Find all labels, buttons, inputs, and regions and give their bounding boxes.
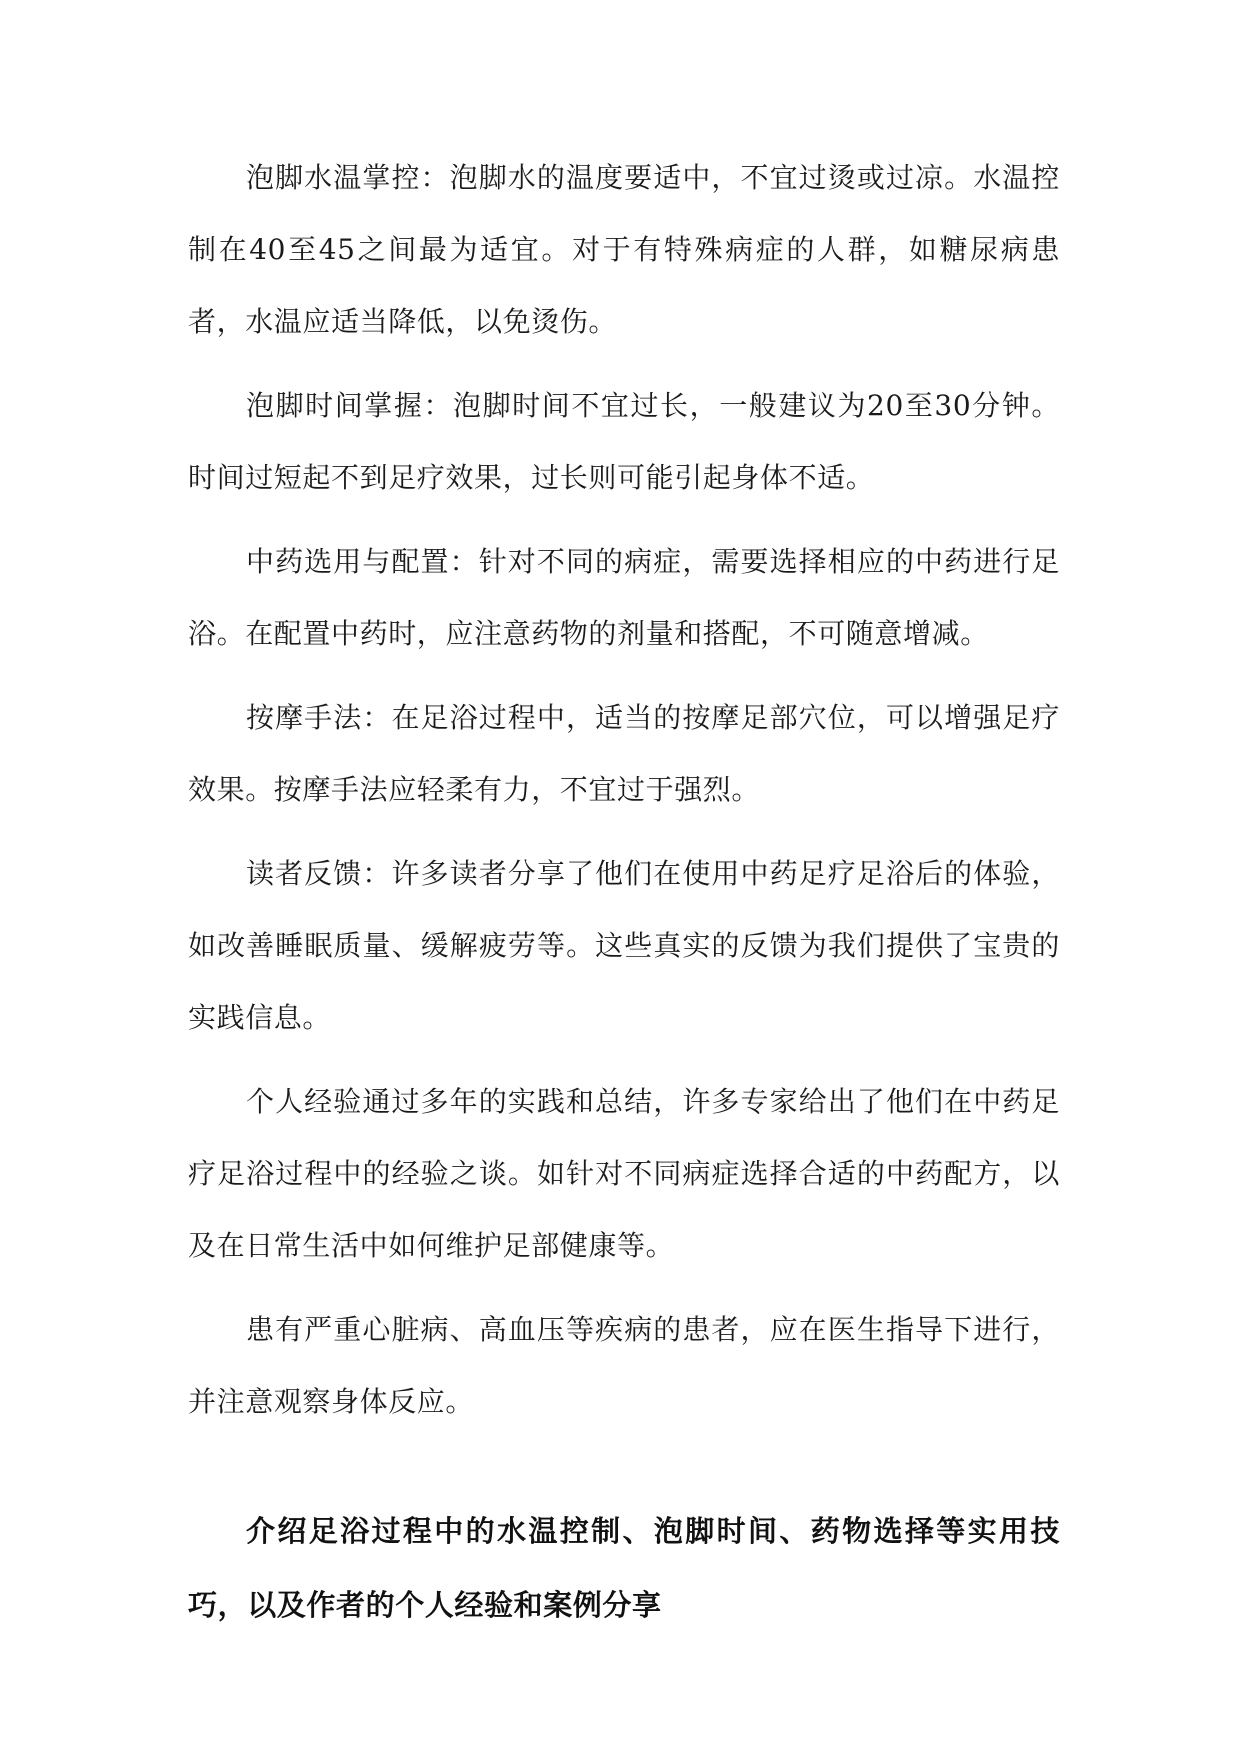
paragraph-herb-selection: 中药选用与配置：针对不同的病症，需要选择相应的中药进行足浴。在配置中药时，应注意药物的剂量和搭配，不可随意增减。 (188, 545, 1060, 650)
paragraph-reader-feedback: 读者反馈：许多读者分享了他们在使用中药足疗足浴后的体验，如改善睡眠质量、缓解疲劳等。这些真实的反馈为我们提供了宝贵的实践信息。 (188, 857, 1060, 1034)
paragraph-soaking-time: 泡脚时间掌握：泡脚时间不宜过长，一般建议为20至30分钟。时间过短起不到足疗效果，过长则可能引起身体不适。 (188, 389, 1060, 494)
paragraph-massage-technique: 按摩手法：在足浴过程中，适当的按摩足部穴位，可以增强足疗效果。按摩手法应轻柔有力，不宜过于强烈。 (188, 701, 1060, 806)
paragraph-caution: 患有严重心脏病、高血压等疾病的患者，应在医生指导下进行，并注意观察身体反应。 (188, 1313, 1060, 1418)
paragraph-water-temperature: 泡脚水温掌控：泡脚水的温度要适中，不宜过烫或过凉。水温控制在40至45之间最为适宜。对于有特殊病症的人群，如糖尿病患者，水温应适当降低，以免烫伤。 (188, 161, 1060, 338)
paragraph-personal-experience: 个人经验通过多年的实践和总结，许多专家给出了他们在中药足疗足浴过程中的经验之谈。如针对不同病症选择合适的中药配方，以及在日常生活中如何维护足部健康等。 (188, 1085, 1060, 1262)
document-body (188, 142, 1060, 1642)
section-heading: 介绍足浴过程中的水温控制、泡脚时间、药物选择等实用技巧，以及作者的个人经验和案例分享 (188, 1514, 1060, 1622)
